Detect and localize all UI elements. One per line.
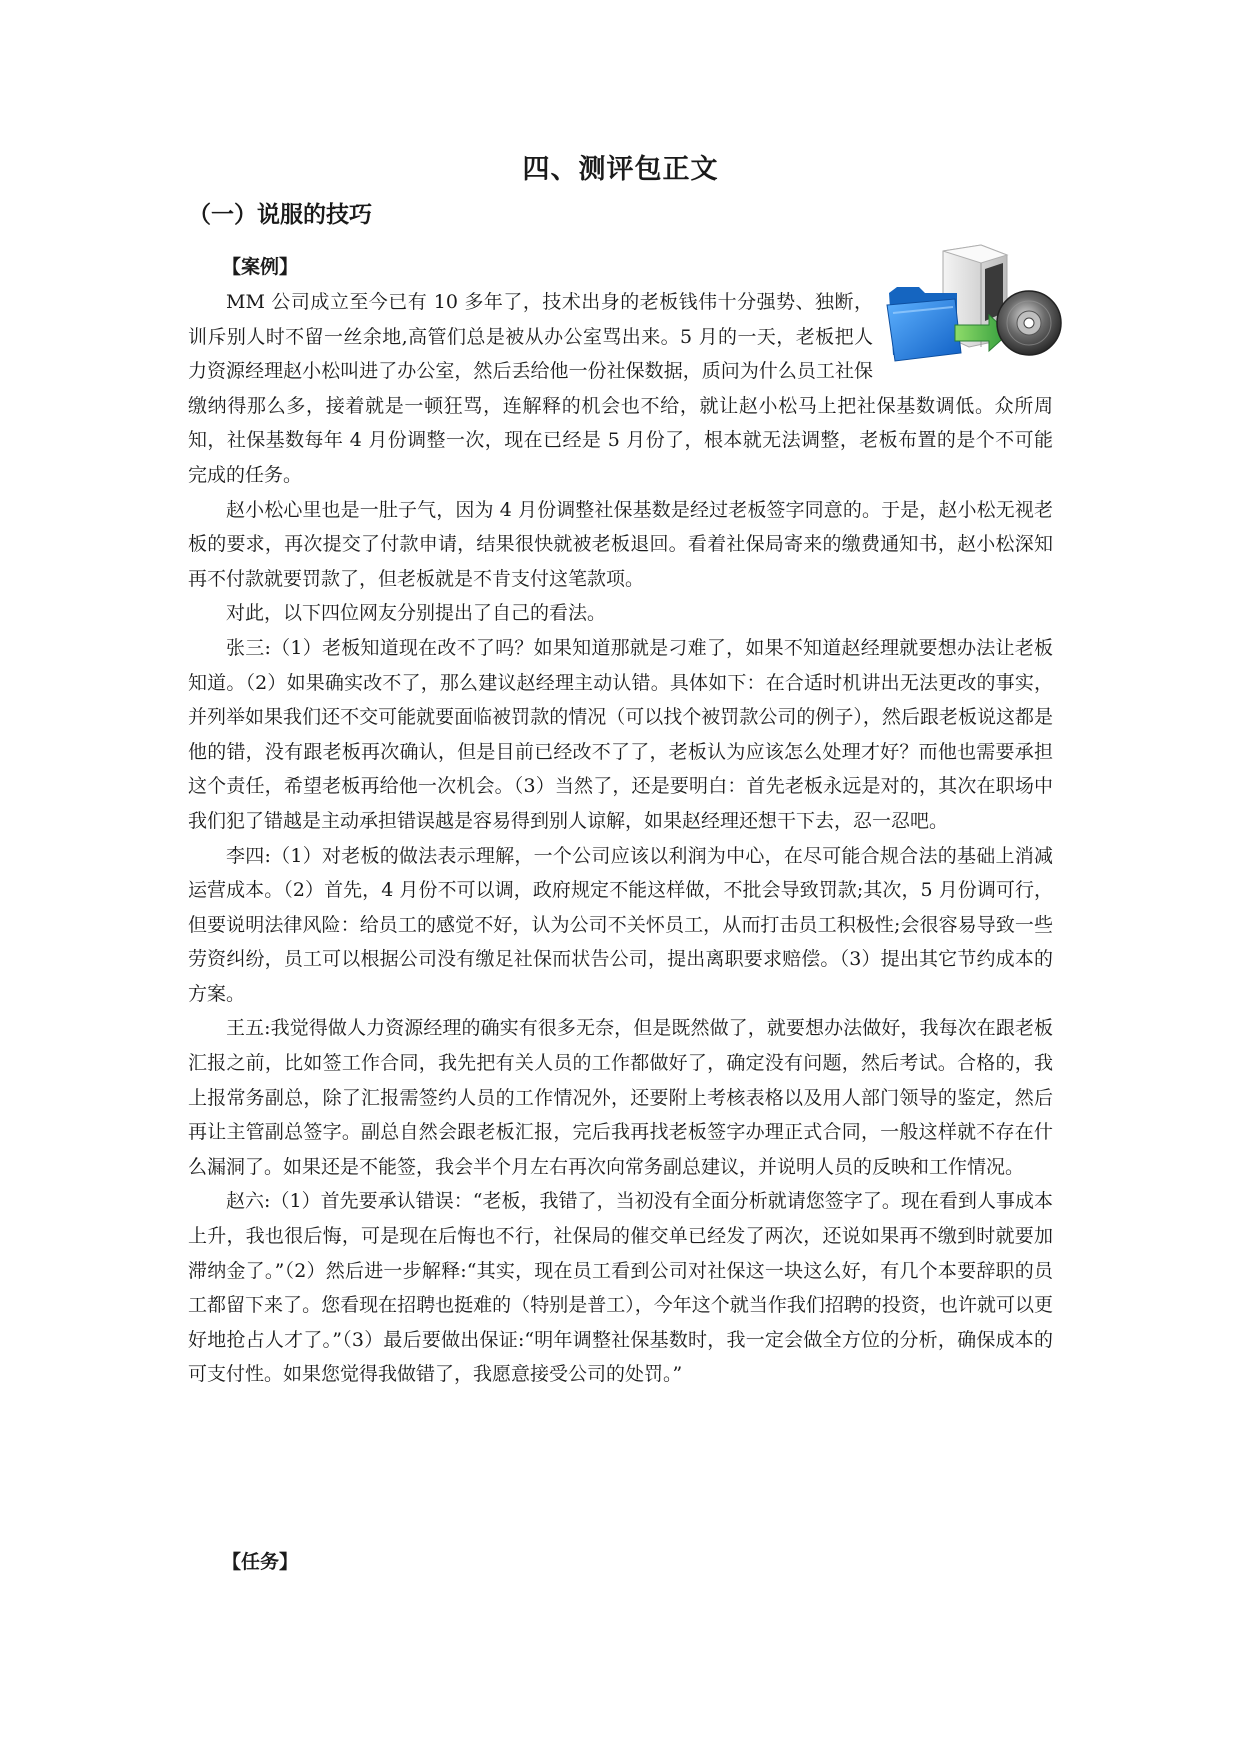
case-label: 【案例】 bbox=[222, 256, 299, 278]
paragraph-lisi: 李四:（1）对老板的做法表示理解，一个公司应该以利润为中心，在尽可能合规合法的基础上消减运营成本。（2）首先，4 月份不可以调，政府规定不能这样做，不批会导致罚款;其次，5 月份调可行，但要说明法律风险：给员工的感觉不好，认为公司不关怀员工，从而打击员工积极性;会很容易导致一些劳资纠纷，员工可以根据公司没有缴足社保而状告公司，提出离职要求赔偿。（3）提出其它节约成本的方案。 bbox=[188, 844, 1053, 1005]
section-heading: （一）说服的技巧 bbox=[188, 202, 372, 228]
case-body bbox=[188, 285, 1053, 1392]
paragraph-zhangsan: 张三:（1）老板知道现在改不了吗？如果知道那就是刁难了，如果不知道赵经理就要想办法让老板知道。（2）如果确实改不了，那么建议赵经理主动认错。具体如下：在合适时机讲出无法更改的事实，并列举如果我们还不交可能就要面临被罚款的情况（可以找个被罚款公司的例子），然后跟老板说这都是他的错，没有跟老板再次确认，但是目前已经改不了了，老板认为应该怎么处理才好？而他也需要承担这个责任，希望老板再给他一次机会。（3）当然了，还是要明白：首先老板永远是对的，其次在职场中我们犯了错越是主动承担错误越是容易得到别人谅解，如果赵经理还想干下去，忍一忍吧。 bbox=[188, 636, 1053, 832]
paragraph-intro: MM 公司成立至今已有 10 多年了，技术出身的老板钱伟十分强势、独断，训斥别人时不留一丝余地,高管们总是被从办公室骂出来。5 月的一天，老板把人力资源经理赵小松叫进了办公室，然后丢给他一份社保数据，质问为什么员工社保缴纳得那么多，接着就是一顿狂骂，连解释的机会也不给，就让赵小松马上把社保基数调低。众所周知，社保基数每年 4 月份调整一次，现在已经是 5 月份了，根本就无法调整，老板布置的是个不可能完成的任务。 bbox=[188, 291, 1053, 486]
paragraph-netizens: 对此，以下四位网友分别提出了自己的看法。 bbox=[226, 602, 607, 625]
task-label: 【任务】 bbox=[222, 1551, 299, 1573]
page-title: 四、测评包正文 bbox=[522, 154, 719, 185]
folder-cd-icon bbox=[885, 243, 1063, 367]
paragraph-zhao-xiaosong: 赵小松心里也是一肚子气，因为 4 月份调整社保基数是经过老板签字同意的。于是，赵小松无视老板的要求，再次提交了付款申请，结果很快就被老板退回。看着社保局寄来的缴费通知书，赵小松深知再不付款就要罚款了，但老板就是不肯支付这笔款项。 bbox=[188, 498, 1053, 590]
paragraph-wangwu: 王五:我觉得做人力资源经理的确实有很多无奈，但是既然做了，就要想办法做好，我每次在跟老板汇报之前，比如签工作合同，我先把有关人员的工作都做好了，确定没有问题，然后考试。合格的，我上报常务副总，除了汇报需签约人员的工作情况外，还要附上考核表格以及用人部门领导的鉴定，然后再让主管副总签字。副总自然会跟老板汇报，完后我再找老板签字办理正式合同，一般这样就不存在什么漏洞了。如果还是不能签，我会半个月左右再次向常务副总建议，并说明人员的反映和工作情况。 bbox=[188, 1017, 1053, 1178]
paragraph-zhaoliu: 赵六:（1）首先要承认错误：“老板，我错了，当初没有全面分析就请您签字了。现在看到人事成本上升，我也很后悔，可是现在后悔也不行，社保局的催交单已经发了两次，还说如果再不缴到时就要加滞纳金了。”（2）然后进一步解释:“其实，现在员工看到公司对社保这一块这么好，有几个本要辞职的员工都留下来了。您看现在招聘也挺难的（特别是普工），今年这个就当作我们招聘的投资，也许就可以更好地抢占人才了。”（3）最后要做出保证:“明年调整社保基数时，我一定会做全方位的分析，确保成本的可支付性。如果您觉得我做错了，我愿意接受公司的处罚。” bbox=[188, 1190, 1053, 1386]
